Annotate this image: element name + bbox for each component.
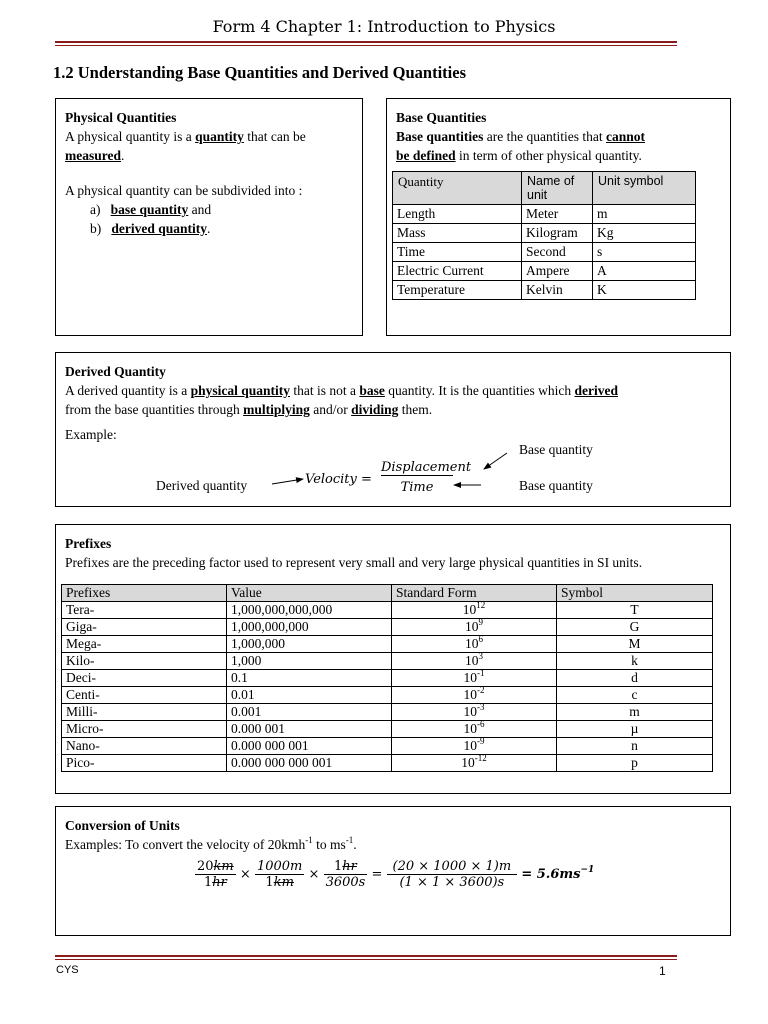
prefixes-table (61, 584, 713, 772)
label-base-quantity-top: Base quantity (519, 442, 593, 457)
prefix-symbol: n (557, 738, 713, 755)
table-row (62, 738, 713, 755)
table-cell: Ampere (522, 262, 593, 281)
table-row (62, 687, 713, 704)
table-row (62, 670, 713, 687)
prefix-standard-form: $10^{-2}$ (392, 687, 557, 704)
conversion-heading: Conversion of Units (65, 818, 180, 833)
prefix-name: Tera- (62, 602, 227, 619)
velocity-label: Velocity = (305, 472, 372, 487)
prefix-standard-form: $10^3$ (392, 653, 557, 670)
prefix-name: Milli- (62, 704, 227, 721)
prefix-symbol: µ (557, 721, 713, 738)
displacement-numerator: Displacement (381, 460, 472, 475)
arrow-to-displacement (484, 453, 507, 469)
header-rule-thin (55, 45, 677, 46)
base-quantities-table (392, 171, 696, 300)
prefix-standard-form: $10^{-12}$ (392, 755, 557, 772)
prefix-value: 0.000 000 000 001 (227, 755, 392, 772)
conversion-equation (195, 859, 594, 890)
prefix-value: 0.000 001 (227, 721, 392, 738)
physical-quantities-box (55, 98, 363, 336)
prefix-symbol: d (557, 670, 713, 687)
prefix-standard-form: $10^9$ (392, 619, 557, 636)
prefix-standard-form: $10^{-9}$ (392, 738, 557, 755)
prefixes-description: Prefixes are the preceding factor used to represent very small and very large physical quantities in SI units. (65, 555, 643, 570)
table-row (393, 224, 696, 243)
label-base-quantity-bottom: Base quantity (519, 478, 593, 493)
prefix-symbol: m (557, 704, 713, 721)
prefix-value: 0.1 (227, 670, 392, 687)
fraction-4: $\frac{(20 \times 1000 \times 1)m}{(1 \times 1 \times 3600)s}$ (387, 859, 518, 890)
table-cell: Second (522, 243, 593, 262)
prefixes-box (55, 524, 731, 794)
derived-quantity-box (55, 352, 731, 507)
table-row (62, 704, 713, 721)
footer-initials: CYS (56, 964, 79, 976)
prefix-name: Micro- (62, 721, 227, 738)
prefix-standard-form: $10^{-3}$ (392, 704, 557, 721)
fraction-2: $\frac{1000m}{1km}$ (256, 859, 303, 890)
prefix-value: 1,000,000,000,000 (227, 602, 392, 619)
footer-rule (55, 955, 677, 957)
header-rule (55, 41, 677, 43)
prefix-standard-form: $10^{-1}$ (392, 670, 557, 687)
fraction-1: $\frac{20km}{1hr}$ (197, 859, 234, 890)
col-name-of-unit: Name of unit (522, 172, 593, 205)
equals-sign: = (371, 867, 383, 882)
prefix-name: Pico- (62, 755, 227, 772)
derived-arrows (56, 353, 730, 506)
prefix-value: 0.01 (227, 687, 392, 704)
prefix-name: Giga- (62, 619, 227, 636)
list-item-base: a) base quantity and (90, 202, 212, 217)
conversion-result: = $5.6ms^{-1}$ (521, 865, 595, 882)
section-title: 1.2 Understanding Base Quantities and Derived Quantities (53, 63, 466, 82)
derived-heading: Derived Quantity (65, 364, 166, 379)
col-standard-form: Standard Form (392, 585, 557, 602)
conversion-box (55, 806, 731, 936)
page-number: 1 (659, 964, 666, 978)
prefix-name: Nano- (62, 738, 227, 755)
prefix-symbol: G (557, 619, 713, 636)
prefix-standard-form: $10^6$ (392, 636, 557, 653)
prefix-symbol: M (557, 636, 713, 653)
table-cell: m (593, 205, 696, 224)
table-cell: Electric Current (393, 262, 522, 281)
base-definition-2: be defined in term of other physical quantity. (396, 148, 642, 163)
physical-definition-2: measured. (65, 148, 125, 163)
table-cell: A (593, 262, 696, 281)
physical-heading: Physical Quantities (65, 110, 177, 125)
physical-definition: A physical quantity is a quantity that can be (65, 129, 306, 144)
table-row (62, 619, 713, 636)
table-row (393, 243, 696, 262)
col-unit-symbol: Unit symbol (593, 172, 696, 205)
table-cell: Kelvin (522, 281, 593, 300)
table-cell: Meter (522, 205, 593, 224)
derived-definition: A derived quantity is a physical quantity that is not a base quantity. It is the quantities which derived (65, 383, 618, 398)
prefix-value: 1,000,000,000 (227, 619, 392, 636)
fraction-3: $\frac{1hr}{3600s}$ (325, 859, 366, 890)
base-heading: Base Quantities (396, 110, 487, 125)
table-row (62, 653, 713, 670)
table-cell: Kilogram (522, 224, 593, 243)
col-value: Value (227, 585, 392, 602)
base-definition: Base quantities are the quantities that cannot (396, 129, 645, 144)
table-header-row (62, 585, 713, 602)
prefix-symbol: c (557, 687, 713, 704)
table-cell: Time (393, 243, 522, 262)
page-header-title: Form 4 Chapter 1: Introduction to Physics (212, 17, 556, 36)
table-row (393, 205, 696, 224)
prefix-value: 1,000,000 (227, 636, 392, 653)
conversion-example: Examples: To convert the velocity of 20kmh$^{-1}$ to $ms^{-1}$. (65, 835, 357, 852)
prefix-name: Deci- (62, 670, 227, 687)
prefix-value: 0.001 (227, 704, 392, 721)
prefixes-heading: Prefixes (65, 536, 112, 551)
prefix-name: Mega- (62, 636, 227, 653)
table-cell: Length (393, 205, 522, 224)
times-sign: × (239, 867, 251, 882)
prefix-name: Kilo- (62, 653, 227, 670)
table-row (393, 281, 696, 300)
table-row (62, 721, 713, 738)
col-prefixes: Prefixes (62, 585, 227, 602)
table-header-row (393, 172, 696, 205)
derived-example-label: Example: (65, 427, 117, 442)
arrow-to-velocity (272, 479, 303, 484)
physical-subdivide: A physical quantity can be subdivided into : (65, 183, 303, 198)
footer-rule-thin (55, 959, 677, 960)
table-cell: Kg (593, 224, 696, 243)
derived-definition-2: from the base quantities through multiplying and/or dividing them. (65, 402, 433, 417)
prefix-symbol: k (557, 653, 713, 670)
table-row (62, 755, 713, 772)
list-item-derived: b) derived quantity. (90, 221, 211, 236)
prefix-standard-form: $10^{-6}$ (392, 721, 557, 738)
table-cell: Mass (393, 224, 522, 243)
table-cell: s (593, 243, 696, 262)
table-row (62, 636, 713, 653)
times-sign: × (308, 867, 320, 882)
col-symbol: Symbol (557, 585, 713, 602)
col-quantity: Quantity (393, 172, 522, 205)
base-quantities-box (386, 98, 731, 336)
prefix-value: 0.000 000 001 (227, 738, 392, 755)
prefix-name: Centi- (62, 687, 227, 704)
prefix-standard-form: $10^{12}$ (392, 602, 557, 619)
time-denominator: Time (400, 480, 434, 495)
table-cell: K (593, 281, 696, 300)
table-cell: Temperature (393, 281, 522, 300)
prefix-symbol: T (557, 602, 713, 619)
table-row (393, 262, 696, 281)
label-derived-quantity: Derived quantity (156, 478, 248, 493)
table-row (62, 602, 713, 619)
prefix-symbol: p (557, 755, 713, 772)
prefix-value: 1,000 (227, 653, 392, 670)
